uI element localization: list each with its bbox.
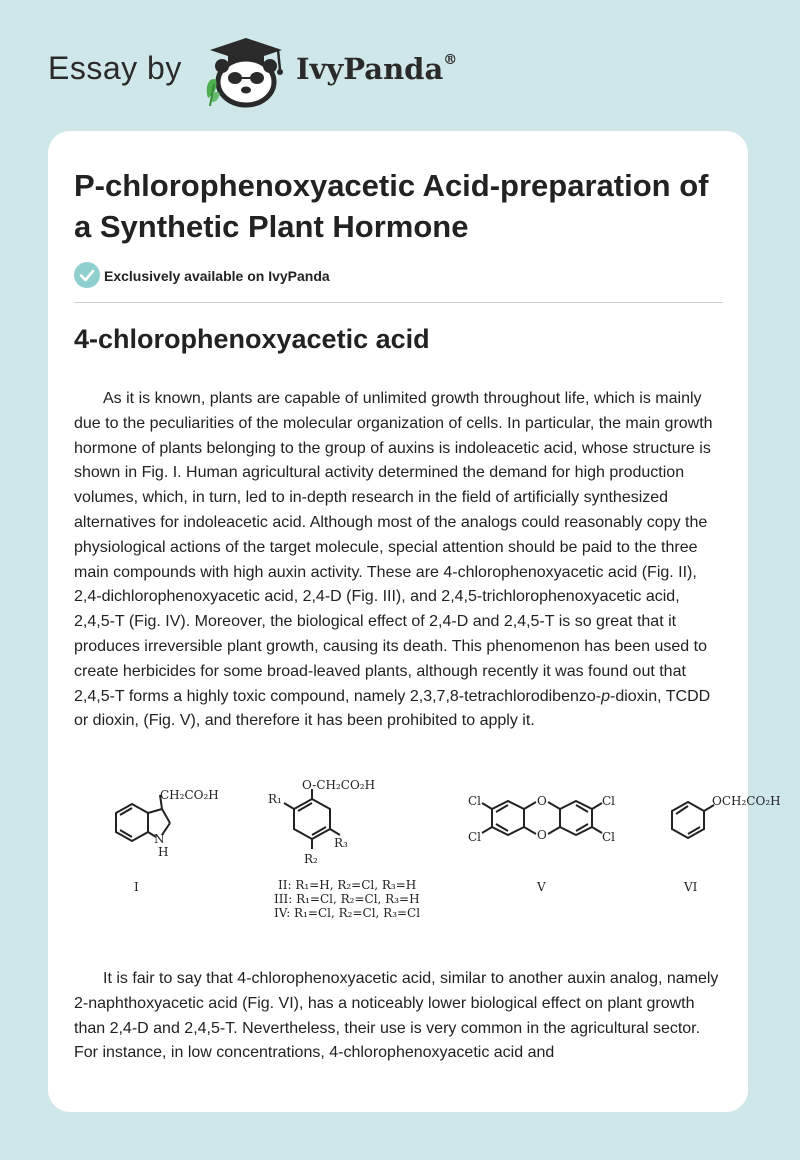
structure-1-substituent: CH₂CO₂H xyxy=(160,788,219,802)
body-paragraph-1 xyxy=(74,387,724,734)
structure-5-oxygen-bottom: O xyxy=(537,828,547,842)
site-header xyxy=(0,0,800,130)
structure-2-label-line-3: IV: R₁=Cl, R₂=Cl, R₃=Cl xyxy=(274,906,421,920)
structure-2-label-line-1: II: R₁=H, R₂=Cl, R₃=H xyxy=(278,878,417,892)
chemical-structures-figure xyxy=(88,778,781,931)
structure-5-label: V xyxy=(537,880,546,894)
article-card xyxy=(48,131,781,1112)
structure-5-cl-bottom-left: Cl xyxy=(468,830,482,844)
structure-5-oxygen-top: O xyxy=(537,794,547,808)
brand-prefix: Essay by xyxy=(48,50,182,86)
paragraph-1-text: As it is known, plants are capable of unlimited growth throughout life, which is mainly due to the peculiarities of the molecular organization of cells. In particular, the main growth hormone of plants belonging to the group of auxins is indoleacetic acid, whose structure is shown in Fig. I. Human agricultural activity determined the demand for high production volumes, which, in turn, led to in-depth research in the field of artificially synthesized alternatives for indoleacetic acid. Although most of the analogs could reasonably copy the physiological actions of the target molecule, special attention should be paid to the three main compounds with high auxin activity. These are 4-chlorophenoxyacetic acid (Fig. II), 2,4-dichlorophenoxyacetic acid, 2,4-D (Fig. III), and 2,4,5-trichlorophenoxyacetic acid, 2,4,5-T (Fig. IV). Moreover, the biological effect of 2,4-D and 2,4,5-T is so great that it produces irreversible plant growth, causing its death. This phenomenon has been used to create herbicides for some broad-leaved plants, although recently it was found out that 2,4,5-T forms a highly toxic compound, namely 2,3,7,8-tetrachlorodibenzo- xyxy=(74,390,713,705)
registered-mark: ® xyxy=(443,52,458,69)
check-circle-icon xyxy=(74,262,100,288)
structure-phenoxyacetic-series xyxy=(284,789,340,849)
structure-vi xyxy=(672,802,714,838)
structure-2-r2: R₂ xyxy=(304,852,318,866)
structure-6-label: VI xyxy=(684,880,698,894)
section-heading: 4-chlorophenoxyacetic acid xyxy=(74,324,430,354)
paragraph-1-text-end: -dioxin, TCDD or dioxin, (Fig. V), and therefore it has been prohibited to apply it. xyxy=(74,687,711,730)
structure-5-cl-top-left: Cl xyxy=(468,794,482,808)
structure-1-ring-atom: N xyxy=(154,832,165,846)
exclusive-badge-text: Exclusively available on IvyPanda xyxy=(104,268,330,284)
body-paragraph-2: It is fair to say that 4-chlorophenoxyacetic acid, similar to another auxin analog, namely 2-naphthoxyacetic acid (Fig. VI), has a noticeably lower biological effect on plant growth than 2,4-D and 2,4,5-T. Nevertheless, their use is very common in the agricultural sector. For instance, in low concentrations, 4-chlorophenoxyacetic acid and xyxy=(74,970,719,1062)
panda-graduate-icon[interactable] xyxy=(198,36,292,108)
structure-2-label-line-2: III: R₁=Cl, R₂=Cl, R₃=H xyxy=(274,892,420,906)
divider xyxy=(74,302,723,303)
brand-name-text: IvyPanda xyxy=(296,52,444,86)
structure-2-r1: R₁ xyxy=(268,792,282,806)
structure-1-label: I xyxy=(134,880,139,894)
structure-6-substituent: OCH₂CO₂H xyxy=(712,794,781,808)
structure-1-ring-atom-h: H xyxy=(158,845,169,859)
brand-name[interactable] xyxy=(296,52,457,86)
structure-5-cl-bottom-right: Cl xyxy=(602,830,616,844)
structure-2-r3: R₃ xyxy=(334,836,348,850)
structure-2-substituent: O-CH₂CO₂H xyxy=(302,778,376,792)
page-title: P-chlorophenoxyacetic Acid-preparation of a Synthetic Plant Hormone xyxy=(74,168,709,244)
paragraph-1-italic: p xyxy=(601,687,610,705)
structure-5-cl-top-right: Cl xyxy=(602,794,616,808)
